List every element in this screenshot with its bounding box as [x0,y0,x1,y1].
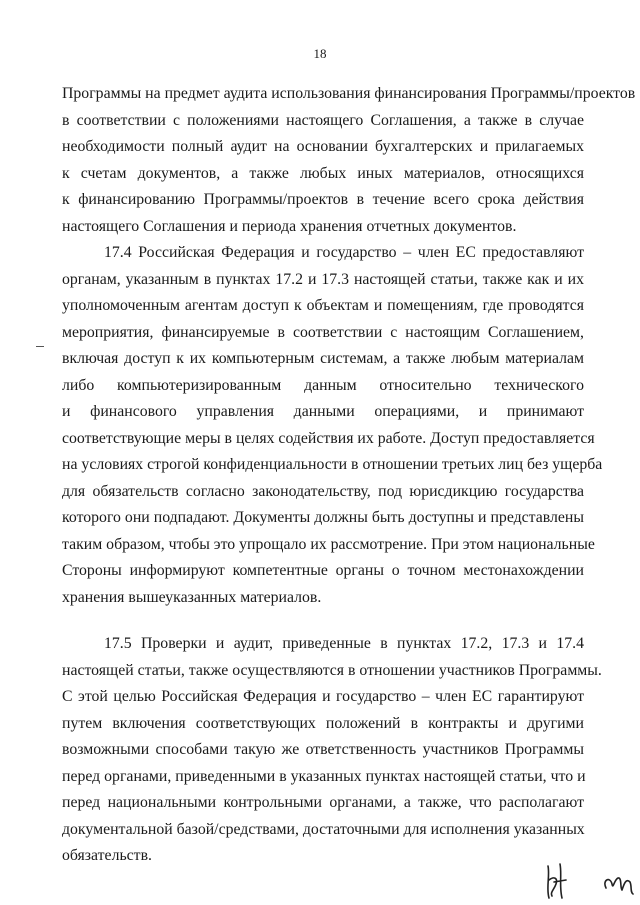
text-line: на условиях строгой конфиденциальности в отношении третьих лиц без ущерба [62,456,603,473]
text-line: Программы на предмет аудита использования финансирования Программы/проектов [62,85,636,102]
text-line: перед национальными контрольными органами, а также, что располагают [62,794,584,811]
text-line: к финансированию Программы/проектов в течение всего срока действия [62,191,584,208]
text-line: к счетам документов, а также любых иных материалов, относящихся [62,164,584,182]
text-line: перед органами, приведенными в указанных пунктах настоящей статьи, что и [62,767,586,785]
text-line: либо компьютеризированным данным относительно технического [62,376,584,394]
page-number: 18 [313,46,327,61]
text-line: настоящей статьи, также осуществляются в отношении участников Программы. [62,661,602,679]
handwritten-initials [540,858,636,902]
text-line: и финансового управления данными операциями, и принимают [62,403,584,420]
text-line: включая доступ к их компьютерным системам, а также любым материалам [62,350,584,367]
text-line: необходимости полный аудит на основании бухгалтерских и прилагаемых [62,138,584,155]
text-line: 17.5 Проверки и аудит, приведенные в пунктах 17.2, 17.3 и 17.4 [104,635,584,652]
text-line: возможными способами такую же ответственность участников Программы [62,741,584,758]
text-line: настоящего Соглашения и периода хранения отчетных документов. [62,217,517,235]
text-line: 17.4 Российская Федерация и государство – член ЕС предоставляют [104,244,584,261]
margin-mark [36,346,44,347]
text-line: уполномоченным агентам доступ к объектам и помещениям, где проводятся [62,297,584,314]
paragraph-17-4 [62,240,603,611]
text-line: мероприятия, финансируемые в соответствии с настоящим Соглашением, [62,323,584,341]
paragraph-continuation [62,81,636,240]
text-line: обязательств. [62,847,152,864]
text-line: путем включения соответствующих положений в контракты и другими [62,714,584,732]
text-line: для обязательств согласно законодательству, под юрисдикцию государства [62,482,584,500]
text-line: соответствующие меры в целях содействия их работе. Доступ предоставляется [62,429,595,447]
paragraph-17-5 [62,631,602,870]
text-line: Стороны информируют компетентные органы о точном местонахождении [62,562,584,579]
text-line: хранения вышеуказанных материалов. [62,588,322,606]
text-line: С этой целью Российская Федерация и государство – член ЕС гарантируют [62,688,584,705]
text-line: которого они подпадают. Документы должны быть доступны и представлены [62,509,584,526]
text-line: документальной базой/средствами, достаточными для исполнения указанных [62,820,585,838]
text-line: в соответствии с положениями настоящего Соглашения, а также в случае [62,111,584,129]
text-line: органам, указанным в пунктах 17.2 и 17.3 настоящей статьи, также как и их [62,270,584,288]
text-line: таким образом, чтобы это упрощало их рассмотрение. При этом национальные [62,535,595,553]
